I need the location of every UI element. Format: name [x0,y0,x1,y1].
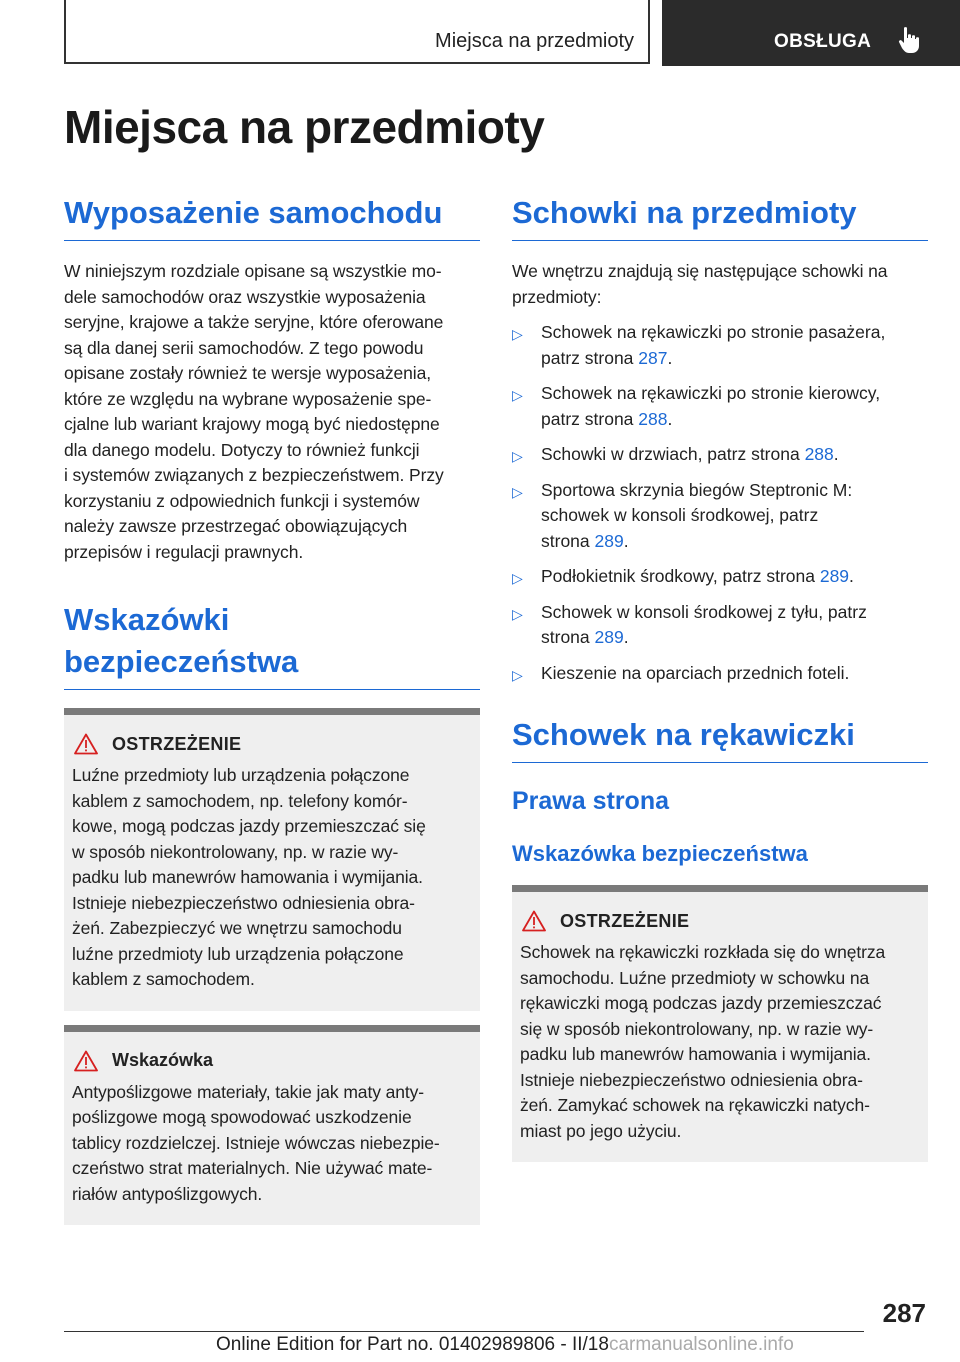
text-line: schowek w konsoli środkowej, patrz [541,505,819,525]
text-line: rękawiczki mogą podczas jazdy przemieszczać [520,993,882,1013]
text-line: Antypoślizgowe materiały, takie jak maty anty‐ [72,1081,425,1102]
list-bullet-icon: ▷ [512,666,523,683]
text-line: które ze względu na wybrane wyposażenie spe‐ [64,388,432,409]
list-item [512,600,928,651]
compartments-heading: Schowki na przedmioty [512,192,928,241]
page-link[interactable]: 288 [804,444,834,464]
hand-pointer-icon [898,26,920,54]
page-link[interactable]: 289 [594,627,624,647]
page-link[interactable]: 288 [638,408,668,429]
text-line: kablem z samochodem, np. telefony komór‐ [72,790,408,811]
notice-title: Wskazówka [112,1050,214,1070]
list-item [512,564,928,590]
list-bullet-icon: ▷ [512,605,523,622]
text-line: tablicy rozdzielczej. Istnieje wówczas niebezpie‐ [72,1132,440,1153]
header-chapter-label: OBSŁUGA [774,31,872,52]
list-item [512,661,928,687]
glovebox-heading: Schowek na rękawiczki [512,714,928,763]
text-line: padku lub manewrów hamowania i wymijania. [520,1044,871,1064]
warning-title: OSTRZEŻENIE [560,910,690,931]
text-line: i systemów związanych z bezpieczeństwem. Przy [64,465,444,485]
warning-triangle-icon [74,1050,98,1072]
equipment-heading: Wyposażenie samochodu [64,192,480,241]
header-chapter-tab [662,0,960,66]
text-line: patrz strona 287. [541,347,673,368]
compartments-list [512,320,928,686]
warning-title: OSTRZEŻENIE [112,733,242,754]
text-line: Istnieje niebezpieczeństwo odniesienia obra‐ [72,892,415,913]
page-link[interactable]: 289 [819,566,850,586]
text-line: Schowek na rękawiczki po stronie kierowcy, [541,383,881,403]
text-line: riałów antypoślizgowych. [72,1183,263,1204]
footer-edition: Online Edition for Part no. 01402989806 - II/18 [216,1334,609,1355]
warning-box [64,708,480,1011]
header-section-title: Miejsca na przedmioty [435,30,634,52]
glovebox-subheading: Prawa strona [512,787,670,815]
list-item [512,320,928,371]
text-line: Schowki w drzwiach, patrz strona 288. [541,444,839,464]
text-line: w sposób niekontrolowany, np. w razie wy‐ [72,841,399,862]
text-line: poślizgowe mogą spowodować uszkodzenie [72,1107,412,1127]
text-line: kablem z samochodem. [72,969,255,989]
text-line: patrz strona 288. [541,408,673,429]
text-line: przepisów i regulacji prawnych. [64,541,304,562]
list-bullet-icon: ▷ [512,448,523,464]
text-line: Schowek na rękawiczki po stronie pasażera, [541,322,886,342]
header-section-box [64,0,650,64]
text-line: opisane zostały również te wersje wyposażenia, [64,363,431,383]
notice-box [64,1025,480,1226]
notice-header [72,1048,472,1074]
text-line: W niniejszym rozdziale opisane są wszystkie mo‐ [64,261,442,281]
equipment-paragraph [64,259,480,565]
text-line: żeń. Zamykać schowek na rękawiczki natych‐ [520,1095,870,1115]
text-line: Luźne przedmioty lub urządzenia połączone [72,765,410,785]
page-link[interactable]: 289 [594,530,624,551]
text-line: samochodu. Luźne przedmioty w schowku na [520,967,870,988]
text-line: dla danego modelu. Dotyczy to również funkcji [64,439,420,460]
text-line: cjalne lub wariant krajowy mogą być niedostępne [64,414,440,434]
text-line: Schowek na rękawiczki rozkłada się do wnętrza [520,942,886,962]
glovebox-warning-box [512,885,928,1162]
list-bullet-icon: ▷ [512,326,523,342]
warning-triangle-icon [522,910,546,932]
text-line: miast po jego użyciu. [520,1120,682,1141]
list-bullet-icon: ▷ [512,387,523,403]
text-line: są dla danej serii samochodów. Z tego powodu [64,337,424,358]
text-line: przedmioty: [512,286,602,307]
page-header [0,0,960,66]
text-line: Istnieje niebezpieczeństwo odniesienia obra‐ [520,1069,863,1090]
page-link[interactable]: 287 [638,347,668,368]
warning-triangle-icon [74,733,98,755]
list-item [512,442,928,468]
text-line: kowe, mogą podczas jazdy przemieszczać się [72,816,426,836]
footer-text [216,1334,794,1356]
text-line: strona 289. [541,627,629,647]
list-bullet-icon: ▷ [512,483,523,500]
safety-heading [64,599,480,690]
text-line: seryjne, krajowe a także seryjne, które oferowane [64,312,444,332]
text-line: dele samochodów oraz wszystkie wyposażenia [64,286,426,307]
safety-heading-line: bezpieczeństwa [64,644,299,679]
list-item [512,478,928,555]
text-line: należy zawsze przestrzegać obowiązujących [64,516,408,536]
warning-header [72,731,472,757]
page-number: 287 [882,1298,926,1328]
text-line: Schowek w konsoli środkowej z tyłu, patrz [541,601,867,622]
text-line: Kieszenie na oparciach przednich foteli. [541,662,850,683]
watermark: carmanualsonline.info [608,1334,794,1355]
text-line: się w sposób niekontrolowany, np. w razie wy‐ [520,1018,874,1039]
list-item [512,381,928,432]
text-line: strona 289. [541,530,629,551]
text-line: padku lub manewrów hamowania i wymijania. [72,867,423,887]
text-line: Podłokietnik środkowy, patrz strona 289. [541,566,854,586]
right-column [512,192,928,1162]
text-line: czeństwo strat materialnych. Nie używać mate‐ [72,1158,433,1178]
left-column [64,192,480,1225]
safety-heading-line: Wskazówki [64,602,230,637]
page-title: Miejsca na przedmioty [64,101,545,153]
glovebox-safety-heading: Wskazówka bezpieczeństwa [512,841,808,866]
text-line: luźne przedmioty lub urządzenia połączone [72,943,404,964]
warning-text [72,763,472,993]
list-bullet-icon: ▷ [512,570,523,586]
notice-text [72,1080,472,1208]
text-line: korzystaniu z odpowiednich funkcji i systemów [64,490,420,511]
text-line: We wnętrzu znajdują się następujące schowki na [512,261,888,281]
compartments-intro [512,259,928,310]
warning-text [520,940,920,1144]
footer-divider [64,1331,864,1332]
text-line: żeń. Zabezpieczyć we wnętrzu samochodu [72,918,402,938]
warning-header [520,908,920,934]
text-line: Sportowa skrzynia biegów Steptronic M: [541,479,853,500]
